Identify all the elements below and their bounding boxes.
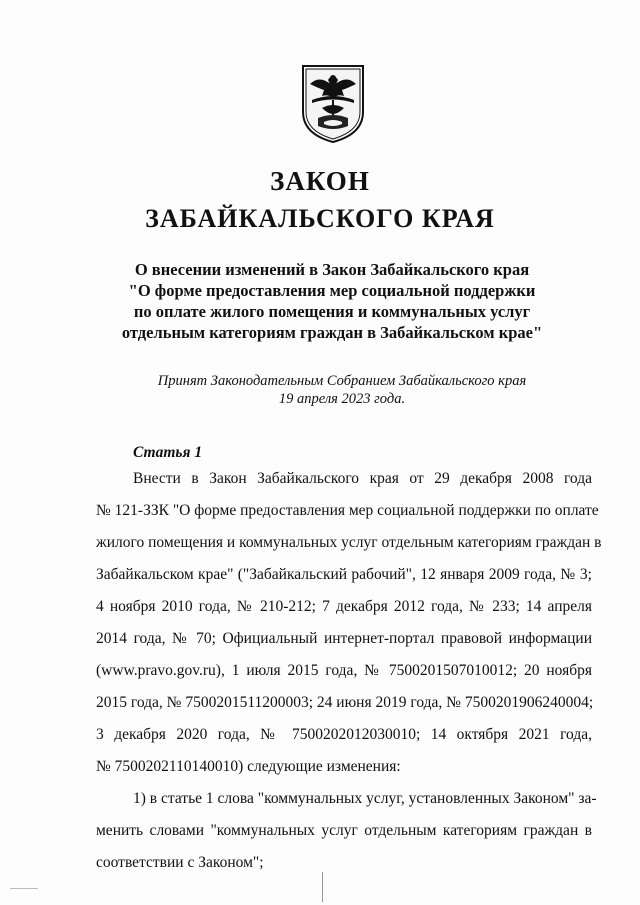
body-line: 4 ноября 2010 года, № 210-212; 7 декабря 2012 года, № 233; 14 апреля	[96, 598, 592, 615]
law-subtitle	[80, 259, 584, 343]
body-line: менить словами "коммунальных услуг отдельным категориям граждан в	[96, 822, 592, 839]
subtitle-line: отдельным категориям граждан в Забайкальском крае"	[121, 323, 543, 342]
document-title-region: ЗАБАЙКАЛЬСКОГО КРАЯ	[145, 204, 495, 233]
scan-artifact-line	[322, 872, 323, 902]
subtitle-line: по оплате жилого помещения и коммунальных услуг	[133, 302, 531, 321]
document-title: ЗАКОН	[270, 166, 370, 196]
article-body	[96, 463, 602, 879]
body-line: 1) в статье 1 слова "коммунальных услуг, установленных Законом" за-	[133, 790, 597, 807]
body-line: № 7500202110140010) следующие изменения:	[96, 758, 401, 775]
subtitle-line: О внесении изменений в Закон Забайкальского края	[134, 260, 530, 279]
body-line: 2014 года, № 70; Официальный интернет-портал правовой информации	[96, 630, 592, 647]
body-line: (www.pravo.gov.ru), 1 июля 2015 года, № 7500201507010012; 20 ноября	[96, 662, 592, 679]
body-line: 2015 года, № 7500201511200003; 24 июня 2019 года, № 7500201906240004;	[96, 694, 594, 711]
body-line: жилого помещения и коммунальных услуг отдельным категориям граждан в	[96, 534, 602, 551]
article-heading: Статья 1	[133, 444, 203, 461]
body-line: соответствии с Законом";	[96, 854, 264, 871]
body-line: Внести в Закон Забайкальского края от 29 декабря 2008 года	[133, 470, 592, 487]
adoption-date: 19 апреля 2023 года.	[278, 391, 406, 407]
body-line: № 121-ЗЗК "О форме предоставления мер социальной поддержки по оплате	[96, 502, 599, 519]
subtitle-line: "О форме предоставления мер социальной поддержки	[128, 281, 536, 300]
body-line: 3 декабря 2020 года, № 7500202012030010; 14 октября 2021 года,	[96, 726, 592, 743]
scan-artifact-line	[10, 888, 38, 889]
adoption-note	[100, 372, 584, 408]
adoption-line: Принят Законодательным Собранием Забайкальского края	[157, 373, 527, 389]
coat-of-arms-emblem	[298, 62, 368, 144]
body-line: Забайкальском крае" ("Забайкальский рабочий", 12 января 2009 года, № 3;	[96, 566, 592, 583]
